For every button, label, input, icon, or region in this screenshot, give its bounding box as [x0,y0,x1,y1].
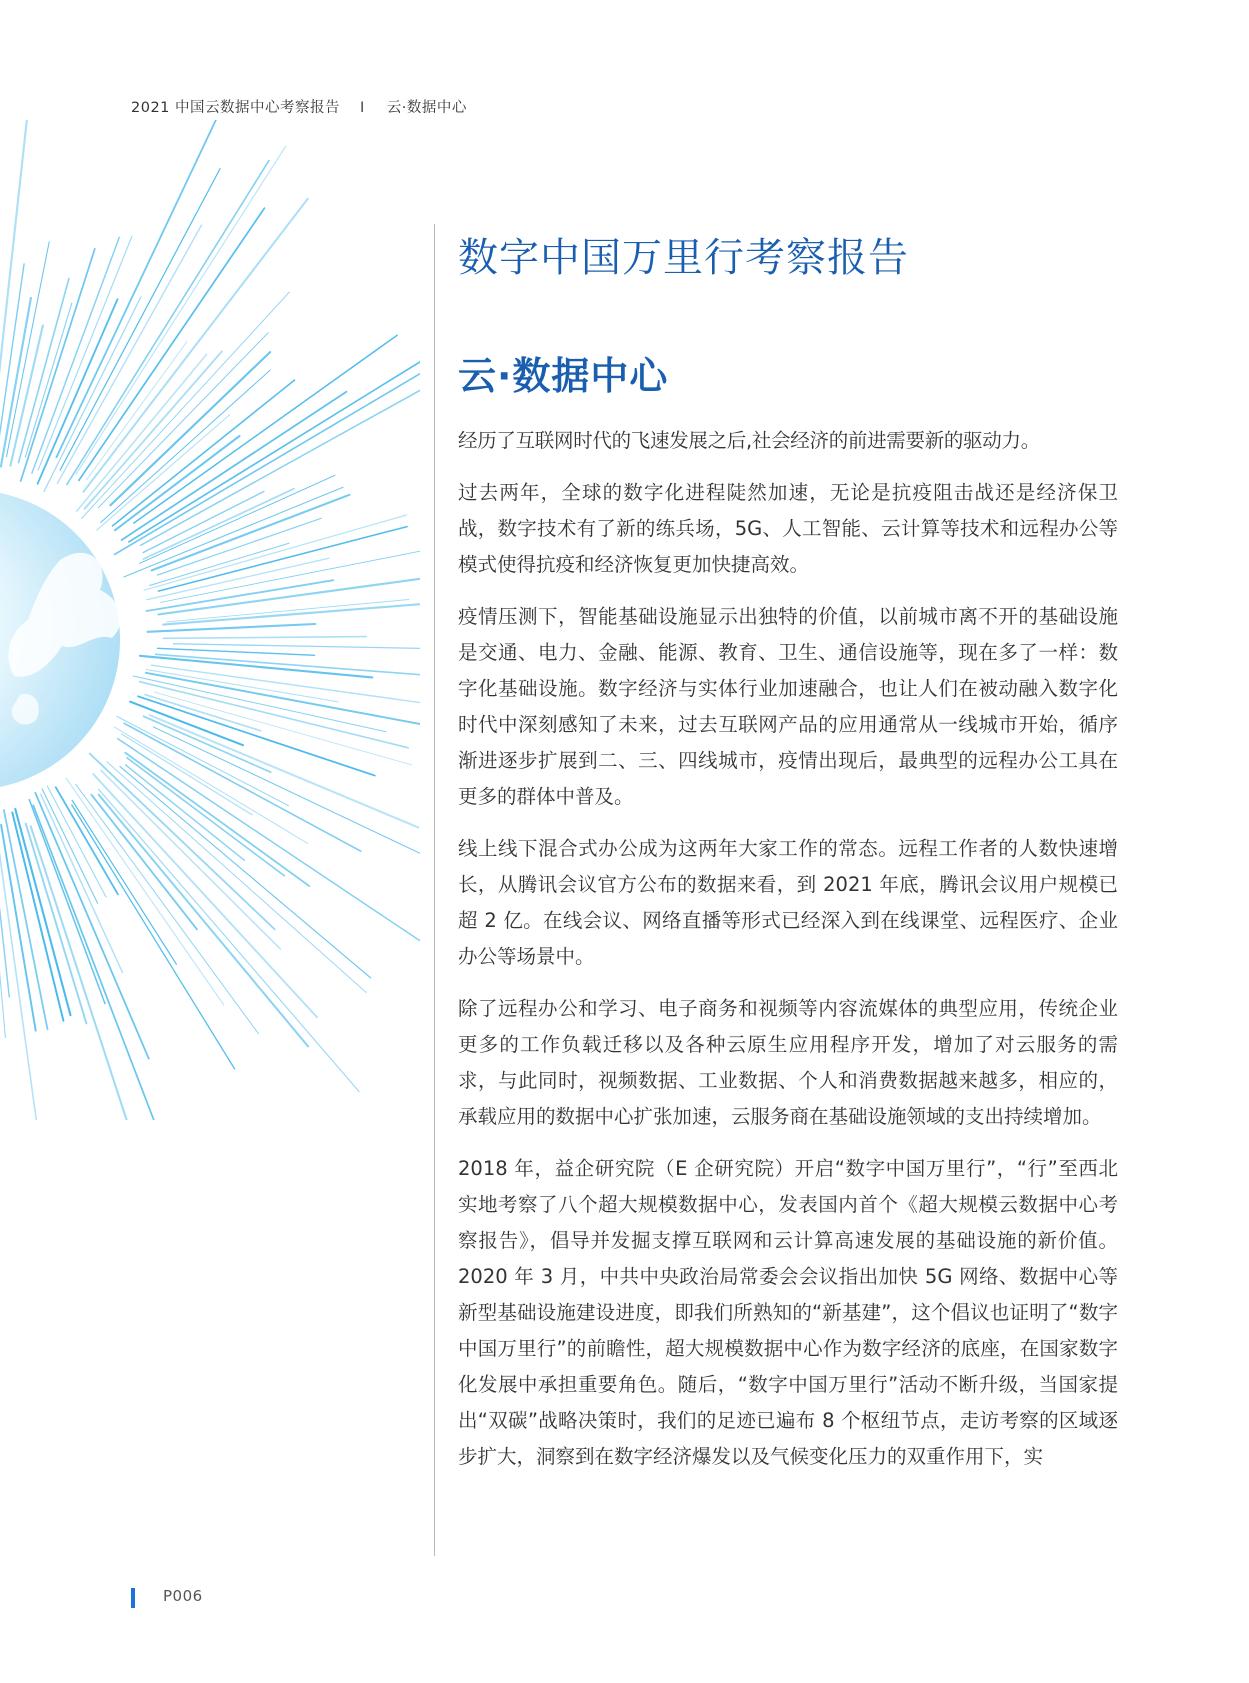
section-title: 云·数据中心 [458,354,669,398]
light-ray [147,558,329,600]
light-ray [0,833,41,1120]
light-ray [114,727,307,844]
light-ray [56,120,218,457]
light-ray [163,637,366,639]
light-ray [146,580,333,611]
paragraph: 线上线下混合式办公成为这两年大家工作的常态。远程工作者的人数快速增长，从腾讯会议官方公布的数据来看，到 2021 年底，腾讯会议用户规模已超 2 亿。在线会议、网络直播等形式已经深入到在线课堂、远程医疗、企业办公等场景中。 [458,837,1118,968]
light-ray [7,242,50,457]
light-ray [173,644,420,650]
paragraph: 除了远程办公和学习、电子商务和视频等内容流媒体的典型应用，传统企业更多的工作负载迁移以及各种云原生应用程序开发，增加了对云服务的需求，与此同时，视频数据、工业数据、个人和消费数据越来越多，相应的，承载应用的数据中心扩张加速，云服务商在基础设施领域的支出持续增加。 [458,997,1118,1128]
paragraph: 2018 年，益企研究院（E 企研究院）开启“数字中国万里行”，“行”至西北实地考察了八个超大规模数据中心，发表国内首个《超大规模云数据中心考察报告》，倡导并发掘支撑互联网和云计算高速发展的基础设施的新价值。2020 年 3 月，中共中央政治局常委会会议指出加快 5G 网络、数据中心等新型基础设施建设进度，即我们所熟知的“新基建”，这个倡议也证明了“数字中国万里行”的前瞻性，超大规模数据中心作为数字经济的底座，在国家数字化发展中承担重要角色。随后，“数字中国万里行”活动不断升级，当国家提出“双碳”战略决策时，我们的足迹已遍布 8 个枢纽节点，走访考察的区域逐步扩大，洞察到在数字经济爆发以及气候变化压力的双重作用下，实 [458,1157,1118,1468]
light-ray [125,753,309,886]
body-text [458,423,1118,1491]
page-number: P006 [163,1587,203,1605]
light-ray [129,323,420,542]
light-ray [166,600,409,622]
light-ray [76,784,259,1033]
light-ray [150,715,419,827]
light-ray [56,787,118,894]
light-ray [1,825,36,1031]
globe-illustration [0,120,420,1120]
light-ray [82,292,290,518]
light-ray [158,527,407,592]
light-ray [124,723,361,851]
light-ray [12,813,63,1021]
paragraph: 过去两年，全球的数字化进程陡然加速，无论是抗疫阻击战还是经济保卫战，数字技术有了新的练兵场，5G、人工智能、云计算等技术和远程办公等模式使得抗疫和经济恢复更加快捷高效。 [458,481,1118,576]
light-ray [85,351,222,508]
running-header [131,96,467,117]
paragraph: 经历了互联网时代的飞速发展之后,社会经济的前进需要新的驱动力。 [458,429,1040,452]
light-ray [107,762,366,993]
light-ray [148,624,316,632]
light-ray [158,648,315,655]
light-ray [113,380,295,526]
light-ray [99,795,308,1047]
light-ray [0,120,32,474]
light-ray [21,249,95,481]
light-ray [10,325,43,465]
light-ray [118,739,420,942]
light-ray [32,237,119,473]
header-report-title: 2021 中国云数据中心考察报告 [131,100,341,116]
paragraph: 疫情压测下，智能基础设施显示出独特的价值，以前城市离不开的基础设施是交通、电力、金融、能源、教育、卫生、通信设施等，现在多了一样：数字化基础设施。数字经济与实体行业加速融合，也让人们在被动融入数字化时代中深刻感知了未来，过去互联网产品的应用通常从一线城市开始，循序渐进逐步扩展到二、三、四线城市，疫情出现后，最典型的远程办公工具在更多的群体中普及。 [458,605,1118,808]
light-ray [124,487,343,577]
vertical-divider [434,224,435,1556]
footer-accent-bar [131,1588,135,1608]
light-ray [156,654,421,675]
light-ray [163,601,420,625]
light-ray [33,805,171,1120]
document-title: 数字中国万里行考察报告 [458,235,909,281]
light-ray [57,225,201,483]
light-ray [134,335,397,523]
light-ray [60,169,220,470]
header-section-name: 云·数据中心 [386,100,467,116]
light-ray [120,767,371,978]
light-ray [4,810,48,1029]
light-ray [19,279,69,463]
light-ray [98,333,268,508]
header-separator: I [360,100,365,116]
light-ray [122,392,347,540]
light-ray [161,530,421,603]
